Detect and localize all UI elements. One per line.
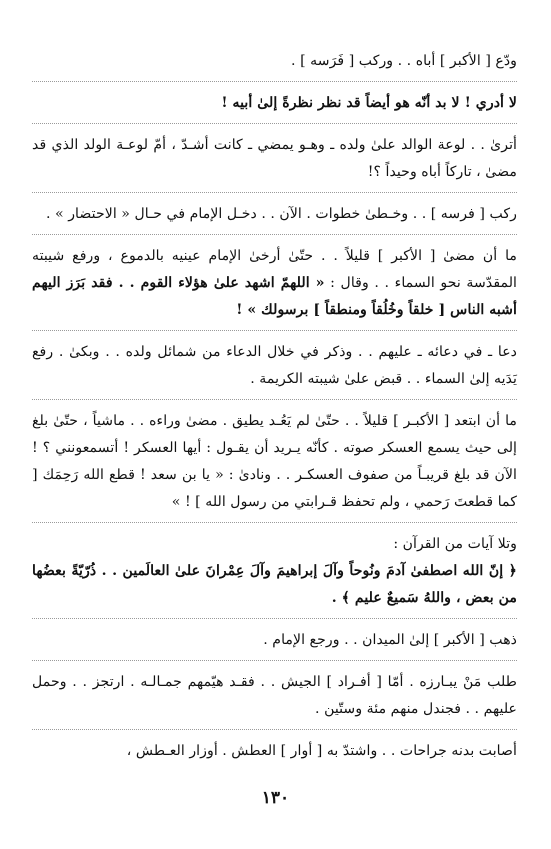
paragraph-duel: طلب مَنْ يبـارزه . أمّا [ أفـراد ] الجيش . . فقـد هيّمهم جمـالـه . ارتجز . . وحمل عليهم . . فجندل منهم مئة وستّين . — [32, 669, 517, 730]
paragraph-call-to-army: ما أن ابتعد [ الأكبـر ] قليلاً . . حتّىٰ لم يَعُـد يطيق . مضىٰ وراءه . . ماشياً ، حتّىٰ بلغ إلى حيث يسمع العسكر صوته . كأنّه يـريد أن يقـول : أيها العسكر ! أتسمعونني ؟ ! الآن قد بلغ قريبـاً من صفوف العسكـر . . ونادىٰ : « يا بن سعد ! قطع الله رَحِمَك [ كما قطعتَ رَحمي ، ولم تحفظ قـرابتي من رسول الله ] ! » — [32, 408, 517, 523]
paragraph-last-look: لا أدري ! لا بد أنّه هو أيضاً قد نظر نظرةً إلىٰ أبيه ! — [32, 90, 517, 124]
paragraph-rode-horse: ركب [ فرسه ] . . وخـطىٰ خطوات . الآن . . دخـل الإمام في حـال « الاحتضار » . — [32, 201, 517, 235]
paragraph-imam-prayer-text: ما أن مضىٰ [ الأكبر ] قليلاً . . حتّىٰ أرخىٰ الإمام عينيه بالدموع ، ورفع شيبته المقدّسة نحو السماء . . وقال : — [32, 248, 517, 291]
paragraph-wounds: أصابت بدنه جراحات . . واشتدّ به [ أوار ] العطش . أوزار العـطش ، — [126, 743, 517, 759]
quran-intro-text: وتلا آيات من القرآن : — [393, 536, 517, 552]
paragraph-went-to-field: ذهب [ الأكبر ] إلىٰ الميدان . . ورجع الإمام . — [32, 627, 517, 661]
quran-verse: ﴿ إنّ الله اصطفىٰ آدمَ ونُوحاً وآلَ إبراهيمَ وآلَ عِمْرانَ علىٰ العالَمين . . ذُرّيّةً بعضُها من بعض ، واللهُ سَميعٌ عليم ﴾ . — [32, 563, 517, 606]
paragraph-supplication: دعا ـ في دعائه ـ عليهم . . وذكر في خلال الدعاء من شمائل ولده . . وبكىٰ . رفع يَدَيه إلىٰ السماء . . قبض علىٰ شيبته الكريمة . — [32, 339, 517, 400]
paragraph-farewell: ودّع [ الأكبر ] أباه . . وركب [ فَرَسه ] . — [32, 48, 517, 82]
page-body — [32, 48, 517, 779]
page-number: ١٣٠ — [261, 788, 290, 808]
paragraph-quran-recitation — [32, 531, 517, 619]
paragraph-imam-prayer — [32, 243, 517, 331]
paragraph-grief-question: أترىٰ . . لوعة الوالد علىٰ ولده ـ وهـو يمضي ـ كانت أشـدّ ، أمّ لوعـة الولد الذي قد مضىٰ ، تاركاً أباه وحيداً ؟! — [32, 132, 517, 193]
paragraph-imam-prayer-quote: « اللهمّ اشهد علىٰ هؤلاء القوم . . فقد بَرَز اليهم أشبه الناس [ خلقاً وخُلُقاً ومنطقاً ] برسولك » ! — [32, 275, 517, 318]
